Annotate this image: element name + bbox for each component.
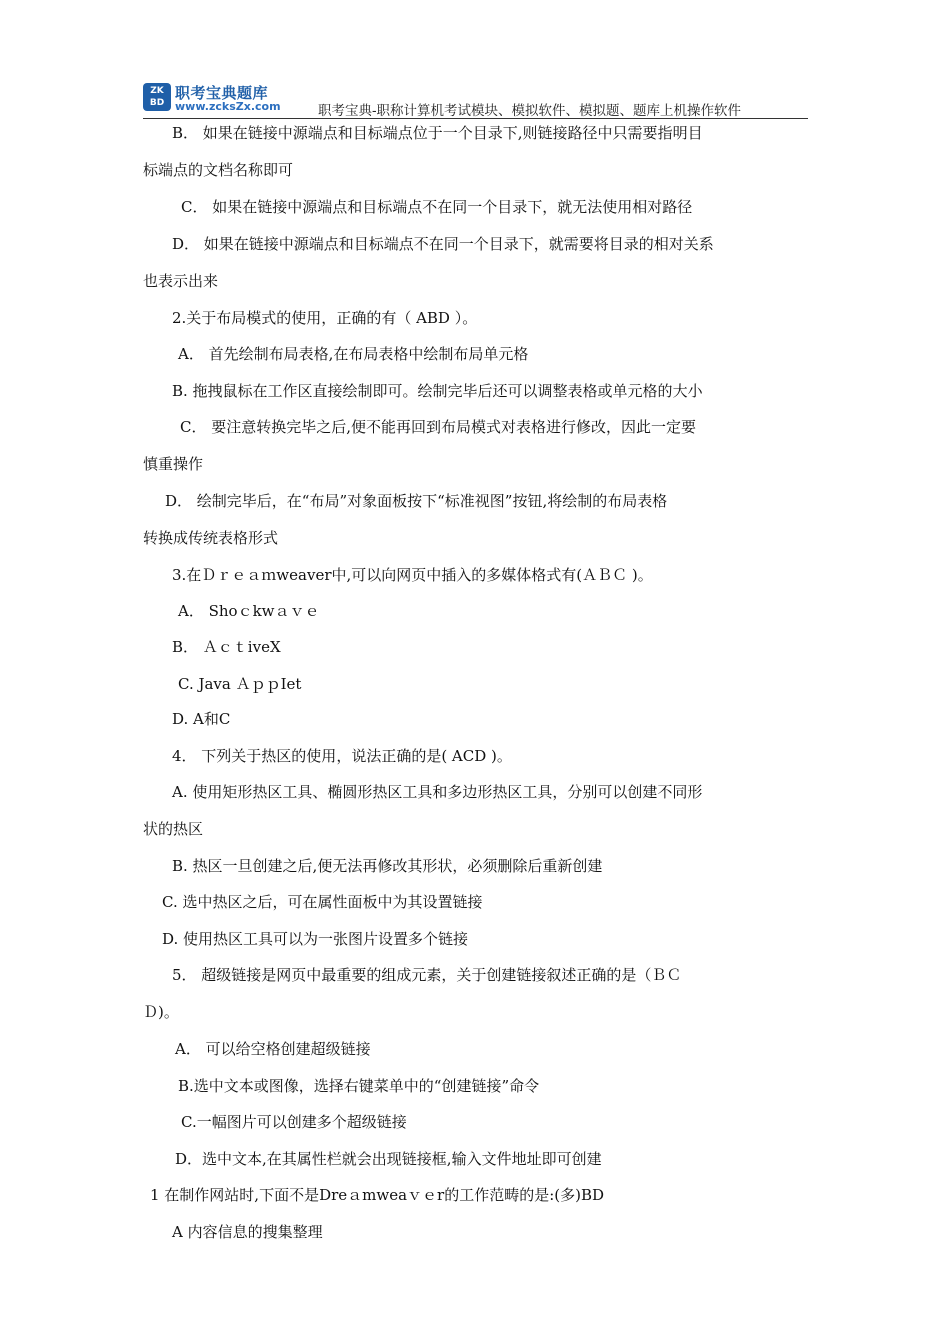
text-line: A． Shoｃkwａｖｅ <box>178 602 320 620</box>
text-line: C. Java ＡｐｐIet <box>178 675 302 693</box>
text-line: 1 在制作网站时,下面不是Dreａmweaｖｅr的工作范畴的是:(多)BD <box>150 1186 605 1204</box>
text-line: 5． 超级链接是网页中最重要的组成元素，关于创建链接叙述正确的是（ＢＣ <box>172 966 682 984</box>
logo-title: 职考宝典题库 <box>175 84 269 102</box>
text-line: D. A和C <box>172 710 231 728</box>
text-line: B. 热区一旦创建之后,便无法再修改其形状，必须删除后重新创建 <box>172 857 603 875</box>
text-line: 状的热区 <box>143 820 204 838</box>
text-line: D．选中文本,在其属性栏就会出现链接框,输入文件地址即可创建 <box>175 1150 602 1168</box>
logo-mark-icon: ZK BD <box>143 83 171 111</box>
text-line: B. 拖拽鼠标在工作区直接绘制即可。绘制完毕后还可以调整表格或单元格的大小 <box>172 382 703 400</box>
text-line: C.一幅图片可以创建多个超级链接 <box>181 1113 407 1131</box>
text-line: 标端点的文档名称即可 <box>143 161 294 179</box>
text-line: D. 使用热区工具可以为一张图片设置多个链接 <box>162 930 469 948</box>
text-line: 4． 下列关于热区的使用，说法正确的是( ACD )。 <box>172 747 512 765</box>
text-line: A 内容信息的搜集整理 <box>172 1223 323 1241</box>
text-line: 慎重操作 <box>143 455 204 473</box>
text-line: B． 如果在链接中源端点和目标端点位于一个目录下,则链接路径中只需要指明目 <box>172 124 703 142</box>
header-text: 职考宝典-职称计算机考试模块、模拟软件、模拟题、题库上机操作软件 <box>318 103 742 119</box>
text-line: D． 如果在链接中源端点和目标端点不在同一个目录下，就需要将目录的相对关系 <box>172 235 714 253</box>
text-line: 转换成传统表格形式 <box>143 529 279 547</box>
text-line: 也表示出来 <box>143 272 219 290</box>
text-line: C． 要注意转换完毕之后,便不能再回到布局模式对表格进行修改，因此一定要 <box>180 418 697 436</box>
text-line: 3.在Ｄｒｅａｍweaver中,可以向网页中插入的多媒体格式有(ＡＢＣ )。 <box>172 566 653 584</box>
text-line: Ｄ)。 <box>143 1003 179 1021</box>
text-line: A. 使用矩形热区工具、椭圆形热区工具和多边形热区工具，分别可以创建不同形 <box>172 783 703 801</box>
text-line: B． ＡｃｔiveX <box>172 638 281 656</box>
text-line: 2.关于布局模式的使用，正确的有（ ABD ）。 <box>172 309 478 327</box>
text-line: B.选中文本或图像，选择右键菜单中的“创建链接”命令 <box>178 1077 540 1095</box>
text-line: D． 绘制完毕后，在“布局”对象面板按下“标准视图”按钮,将绘制的布局表格 <box>165 492 668 510</box>
logo-url: www.zcksZx.com <box>175 100 281 113</box>
header-divider <box>143 118 808 119</box>
text-line: C. 选中热区之后，可在属性面板中为其设置链接 <box>162 893 483 911</box>
text-line: A． 首先绘制布局表格,在布局表格中绘制布局单元格 <box>178 345 529 363</box>
text-line: A． 可以给空格创建超级链接 <box>175 1040 371 1058</box>
site-logo <box>143 80 281 116</box>
text-line: C． 如果在链接中源端点和目标端点不在同一个目录下，就无法使用相对路径 <box>181 198 693 216</box>
